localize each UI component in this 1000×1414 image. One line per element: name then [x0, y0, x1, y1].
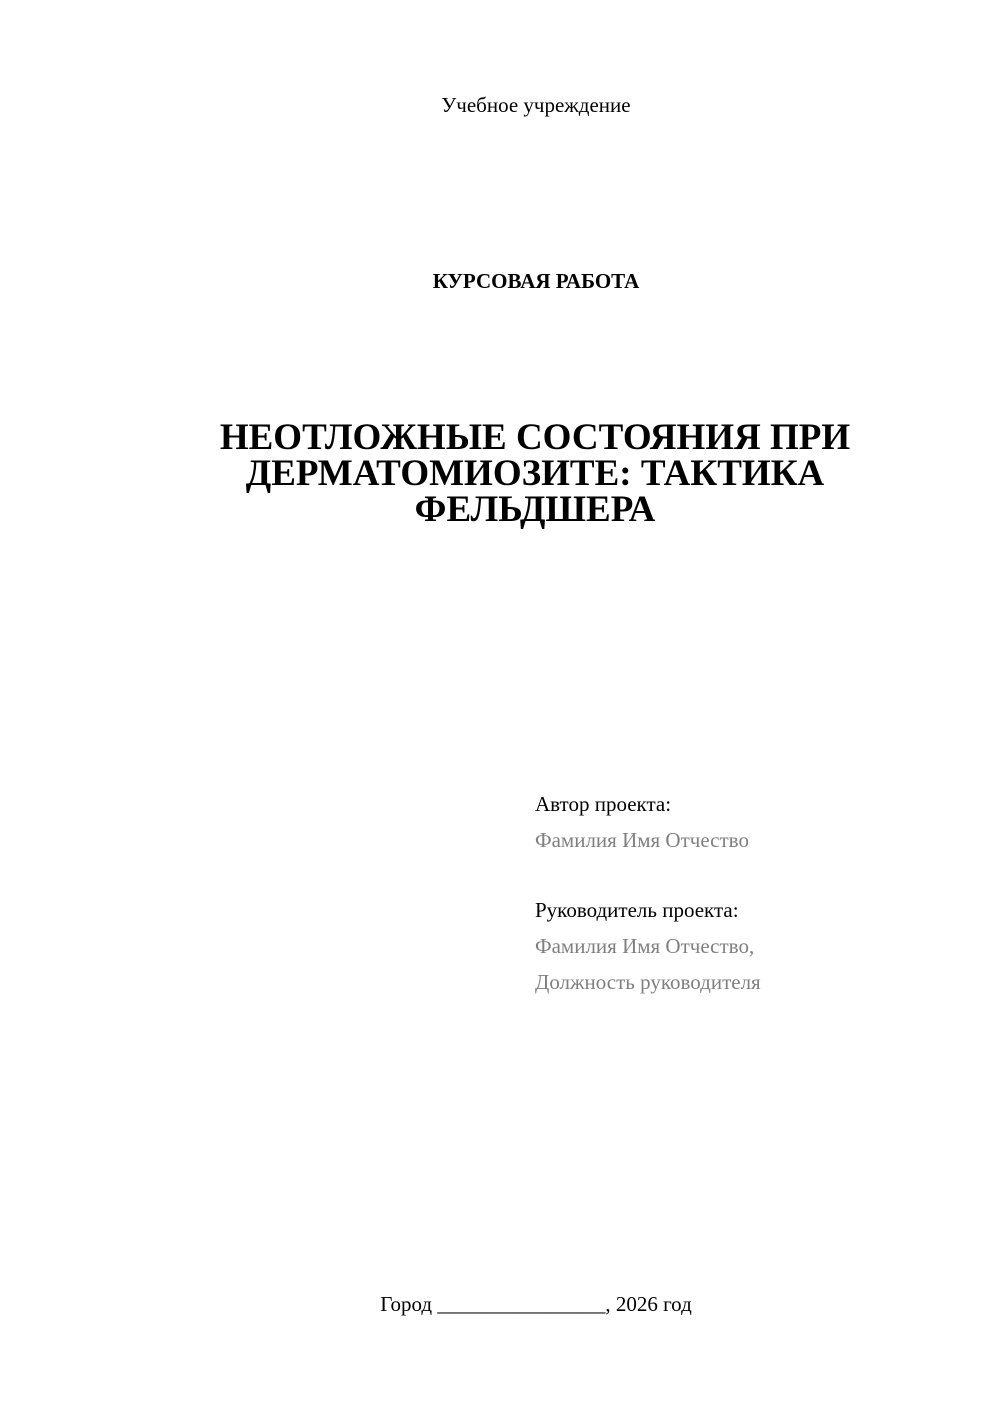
author-label: Автор проекта:	[535, 792, 672, 816]
work-type-heading: КУРСОВАЯ РАБОТА	[432, 269, 640, 293]
document-title	[200, 417, 870, 530]
title-line: НЕОТЛОЖНЫЕ СОСТОЯНИЯ ПРИ	[219, 417, 851, 458]
author-name: Фамилия Имя Отчество	[535, 828, 749, 852]
supervisor-block	[535, 892, 975, 1000]
title-line: ФЕЛЬДШЕРА	[414, 489, 656, 530]
supervisor-name: Фамилия Имя Отчество,	[535, 934, 755, 958]
city-year-line: Город ________________, 2026 год	[380, 1292, 692, 1316]
supervisor-label: Руководитель проекта:	[535, 898, 739, 922]
title-line: ДЕРМАТОМИОЗИТЕ: ТАКТИКА	[245, 453, 825, 494]
supervisor-position: Должность руководителя	[535, 970, 761, 994]
author-block	[535, 786, 975, 858]
institution-name: Учебное учреждение	[441, 93, 631, 117]
